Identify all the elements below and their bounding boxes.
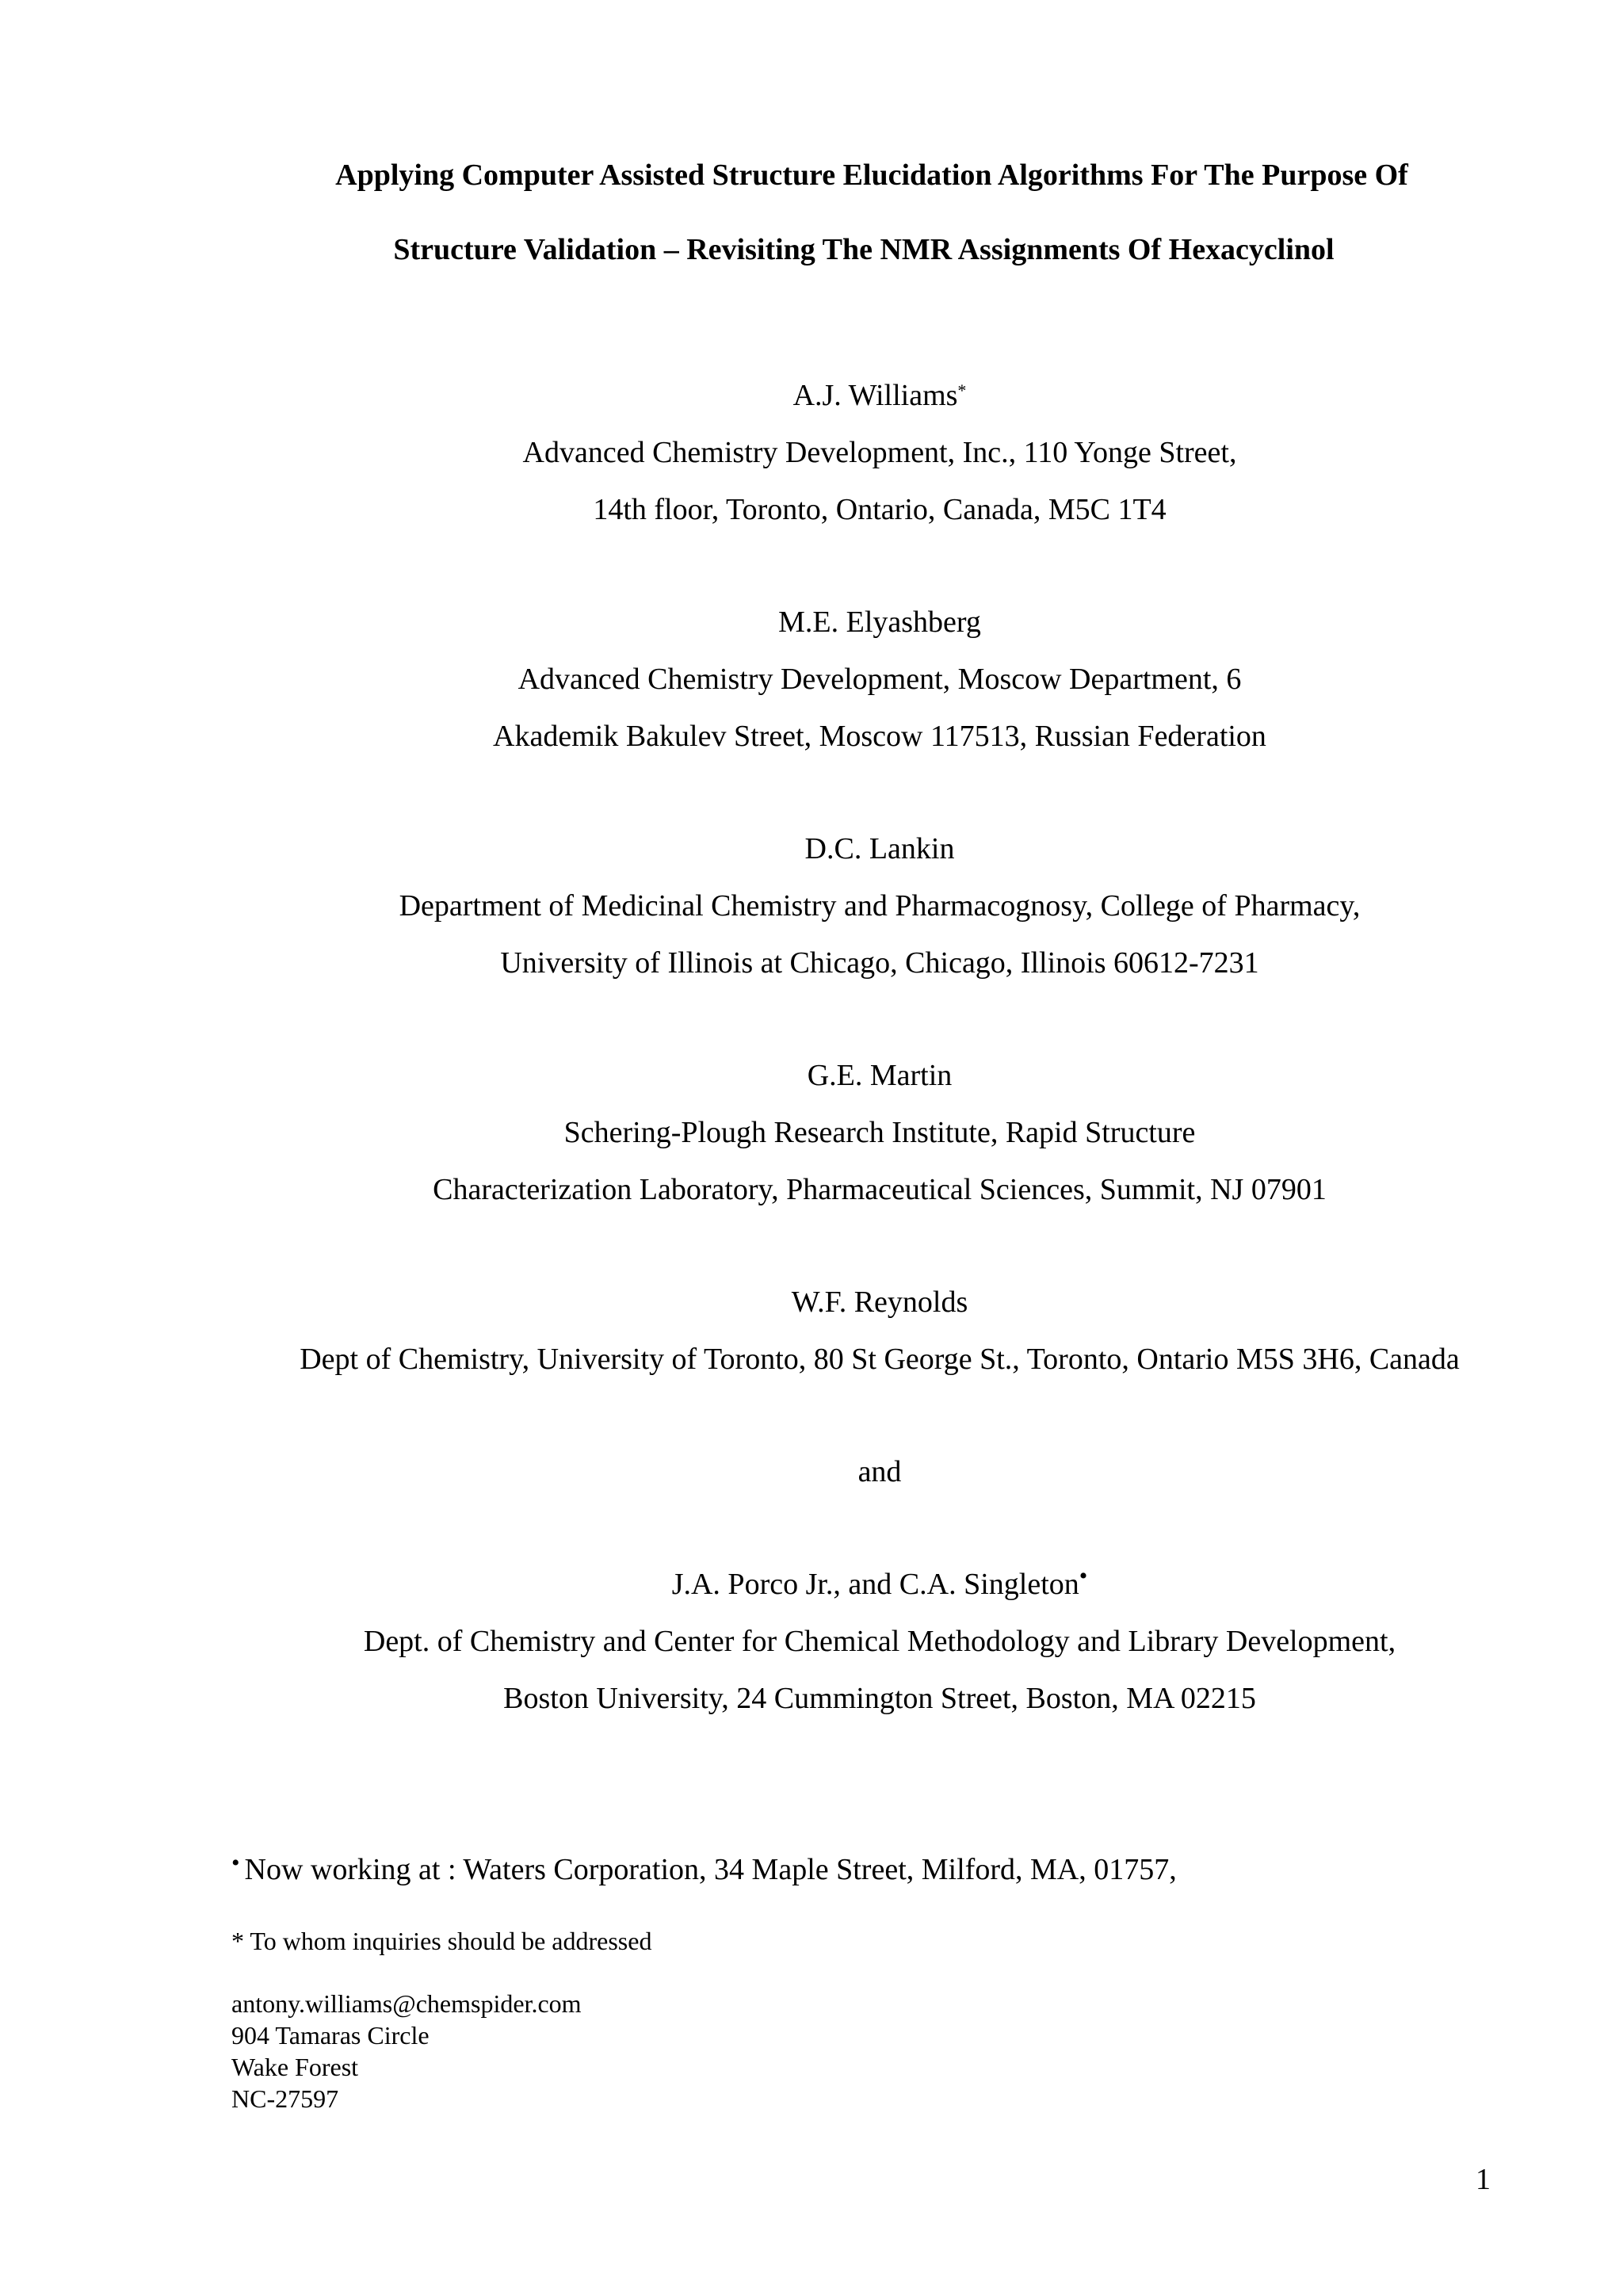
conjunction-and: and (857, 1455, 902, 1488)
contact-city: Wake Forest (231, 2053, 359, 2081)
affiliation-line: Advanced Chemistry Development, Inc., 110 Yonge Street, (522, 436, 1237, 469)
author-name-lankin: D.C. Lankin (804, 832, 955, 865)
affiliation-line: Akademik Bakulev Street, Moscow 117513, Russian Federation (493, 720, 1266, 753)
contact-email: antony.williams@chemspider.com (231, 1989, 582, 2018)
author-name-martin: G.E. Martin (807, 1059, 953, 1092)
contact-street: 904 Tamaras Circle (231, 2021, 430, 2050)
bullet-mark: • (231, 1850, 240, 1876)
affiliation-line: 14th floor, Toronto, Ontario, Canada, M5C 1T4 (593, 493, 1167, 526)
affiliation-line: Schering-Plough Research Institute, Rapid Structure (563, 1116, 1196, 1149)
bullet-mark: • (1079, 1563, 1088, 1589)
page-number: 1 (1476, 2163, 1491, 2196)
affiliation-line: Department of Medicinal Chemistry and Pharmacognosy, College of Pharmacy, (399, 889, 1361, 923)
author-name-elyashberg: M.E. Elyashberg (778, 606, 981, 639)
affiliation-line: Dept. of Chemistry and Center for Chemical Methodology and Library Development, (363, 1625, 1396, 1658)
author-name-porco-singleton (68, 1563, 1623, 1603)
footnote-text: Now working at : Waters Corporation, 34 Maple Street, Milford, MA, 01757, (244, 1853, 1177, 1886)
footnote-inquiries: * To whom inquiries should be addressed (231, 1927, 652, 1955)
contact-state-zip: NC-27597 (231, 2084, 339, 2113)
affiliation-line: Boston University, 24 Cummington Street, Boston, MA 02215 (503, 1682, 1256, 1715)
title-line-1: Applying Computer Assisted Structure Elucidation Algorithms For The Purpose Of (335, 159, 1408, 192)
author-name-text: J.A. Porco Jr., and C.A. Singleton (671, 1568, 1079, 1601)
author-name-reynolds: W.F. Reynolds (791, 1286, 968, 1319)
footnote-current-address (231, 1851, 1177, 1888)
affiliation-line: Advanced Chemistry Development, Moscow Department, 6 (517, 663, 1242, 696)
affiliation-line: Dept of Chemistry, University of Toronto, 80 St George St., Toronto, Ontario M5S 3H6, Canada (300, 1343, 1460, 1376)
title-line-2: Structure Validation – Revisiting The NMR Assignments Of Hexacyclinol (393, 233, 1335, 266)
author-name-text: A.J. Williams (792, 379, 958, 412)
affiliation-line: Characterization Laboratory, Pharmaceutical Sciences, Summit, NJ 07901 (433, 1173, 1327, 1206)
asterisk-mark: * (957, 380, 967, 400)
author-name-williams (68, 377, 1623, 414)
contact-address-block (231, 1988, 582, 2115)
affiliation-line: University of Illinois at Chicago, Chicago, Illinois 60612-7231 (500, 946, 1259, 980)
